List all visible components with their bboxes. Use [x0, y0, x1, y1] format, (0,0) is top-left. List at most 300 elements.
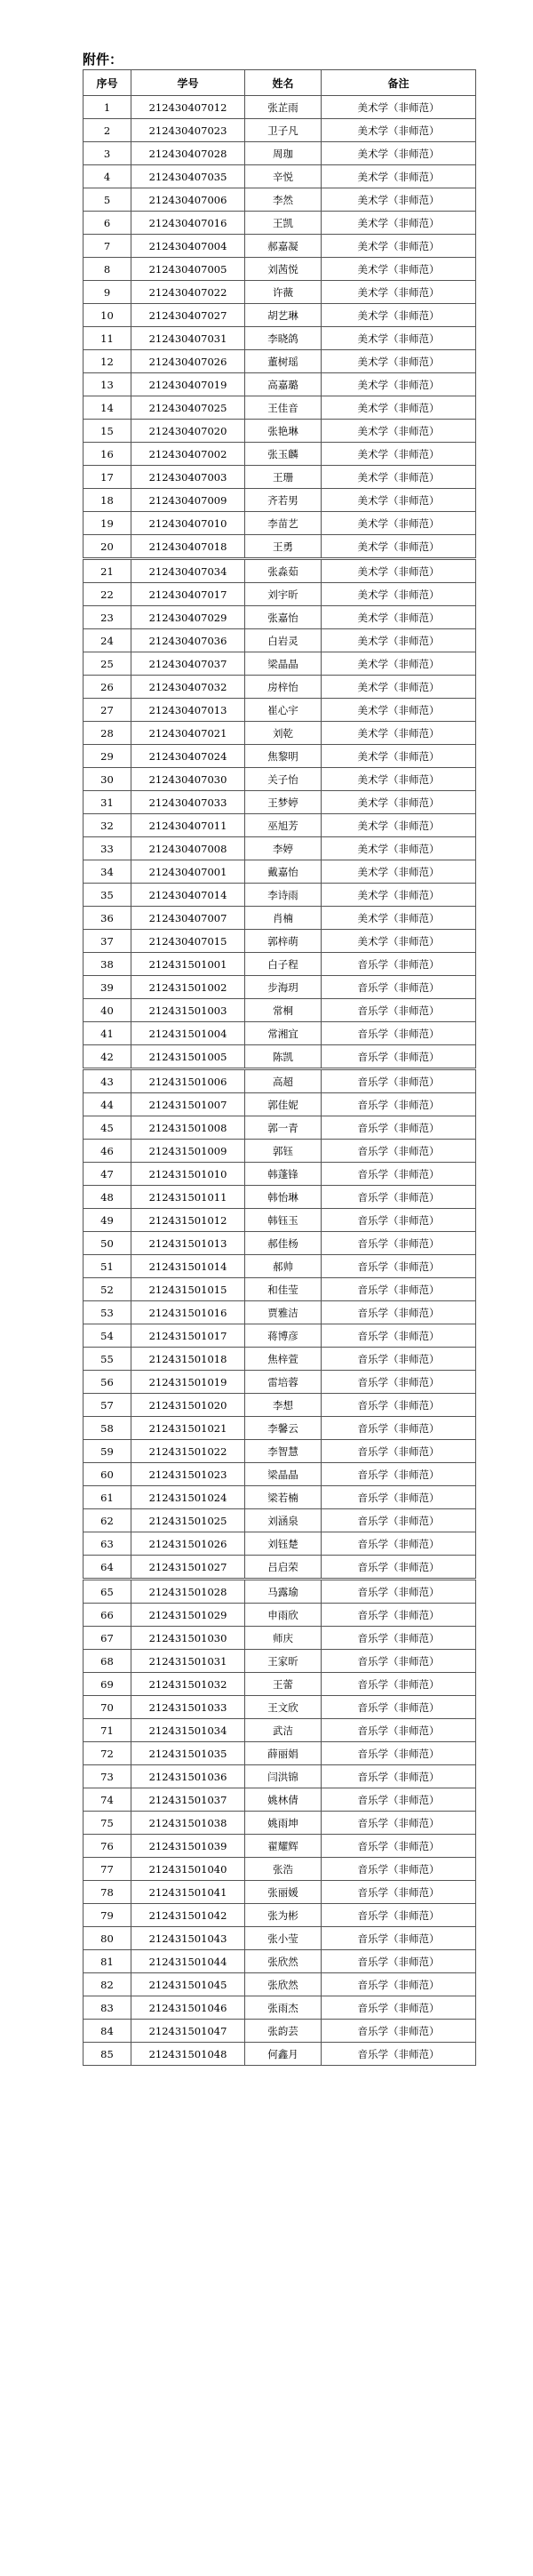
cell-remark: 音乐学（非师范）: [322, 1022, 476, 1045]
cell-name: 王家昕: [245, 1650, 322, 1673]
cell-index: 65: [84, 1580, 131, 1604]
cell-index: 59: [84, 1440, 131, 1463]
table-row: [84, 768, 476, 791]
cell-name: 房梓怡: [245, 676, 322, 699]
cell-remark: 美术学（非师范）: [322, 396, 476, 420]
cell-remark: 音乐学（非师范）: [322, 1996, 476, 2020]
cell-index: 14: [84, 396, 131, 420]
cell-student-id: 212430407006: [131, 188, 245, 212]
cell-name: 戴嘉怡: [245, 860, 322, 884]
table-row: [84, 512, 476, 535]
table-row: [84, 1348, 476, 1371]
cell-name: 郝帅: [245, 1255, 322, 1278]
cell-student-id: 212431501003: [131, 999, 245, 1022]
table-row: [84, 652, 476, 676]
cell-student-id: 212431501017: [131, 1324, 245, 1348]
cell-student-id: 212431501005: [131, 1045, 245, 1069]
cell-student-id: 212430407037: [131, 652, 245, 676]
student-list-table-container: [83, 69, 475, 2066]
cell-name: 王佳音: [245, 396, 322, 420]
cell-name: 翟耀辉: [245, 1835, 322, 1858]
cell-name: 刘钰楚: [245, 1532, 322, 1556]
cell-index: 58: [84, 1417, 131, 1440]
cell-remark: 美术学（非师范）: [322, 443, 476, 466]
cell-remark: 音乐学（非师范）: [322, 1881, 476, 1904]
cell-name: 常桐: [245, 999, 322, 1022]
cell-student-id: 212431501027: [131, 1556, 245, 1580]
cell-student-id: 212430407001: [131, 860, 245, 884]
cell-index: 83: [84, 1996, 131, 2020]
cell-student-id: 212430407016: [131, 212, 245, 235]
cell-name: 李诗雨: [245, 884, 322, 907]
table-row: [84, 791, 476, 814]
cell-name: 周珈: [245, 142, 322, 165]
cell-student-id: 212431501044: [131, 1950, 245, 1973]
table-row: [84, 281, 476, 304]
cell-index: 63: [84, 1532, 131, 1556]
table-row: [84, 559, 476, 583]
cell-name: 刘涵泉: [245, 1509, 322, 1532]
cell-name: 齐若男: [245, 489, 322, 512]
cell-name: 崔心宇: [245, 699, 322, 722]
cell-name: 张浩: [245, 1858, 322, 1881]
table-row: [84, 1278, 476, 1301]
cell-index: 8: [84, 258, 131, 281]
cell-remark: 音乐学（非师范）: [322, 1163, 476, 1186]
cell-student-id: 212430407034: [131, 559, 245, 583]
cell-remark: 音乐学（非师范）: [322, 1788, 476, 1812]
cell-name: 马露瑜: [245, 1580, 322, 1604]
cell-index: 53: [84, 1301, 131, 1324]
cell-student-id: 212431501024: [131, 1486, 245, 1509]
cell-remark: 音乐学（非师范）: [322, 1858, 476, 1881]
cell-student-id: 212430407030: [131, 768, 245, 791]
cell-student-id: 212430407024: [131, 745, 245, 768]
cell-remark: 音乐学（非师范）: [322, 1116, 476, 1140]
cell-index: 40: [84, 999, 131, 1022]
cell-remark: 音乐学（非师范）: [322, 1093, 476, 1116]
table-row: [84, 443, 476, 466]
cell-remark: 音乐学（非师范）: [322, 1580, 476, 1604]
cell-remark: 美术学（非师范）: [322, 466, 476, 489]
table-row: [84, 1765, 476, 1788]
table-row: [84, 583, 476, 606]
cell-name: 张艳琳: [245, 420, 322, 443]
cell-name: 李想: [245, 1394, 322, 1417]
table-row: [84, 1371, 476, 1394]
cell-remark: 美术学（非师范）: [322, 837, 476, 860]
table-row: [84, 1163, 476, 1186]
table-row: [84, 1045, 476, 1069]
cell-remark: 音乐学（非师范）: [322, 2020, 476, 2043]
cell-student-id: 212430407003: [131, 466, 245, 489]
cell-name: 李婷: [245, 837, 322, 860]
cell-remark: 美术学（非师范）: [322, 860, 476, 884]
cell-student-id: 212430407009: [131, 489, 245, 512]
cell-index: 34: [84, 860, 131, 884]
cell-index: 44: [84, 1093, 131, 1116]
cell-name: 王文欣: [245, 1696, 322, 1719]
table-row: [84, 1858, 476, 1881]
cell-index: 43: [84, 1069, 131, 1093]
cell-name: 焦黎明: [245, 745, 322, 768]
table-body: [84, 96, 476, 2066]
cell-index: 74: [84, 1788, 131, 1812]
cell-index: 33: [84, 837, 131, 860]
cell-student-id: 212431501035: [131, 1742, 245, 1765]
cell-index: 22: [84, 583, 131, 606]
cell-remark: 音乐学（非师范）: [322, 1301, 476, 1324]
cell-index: 2: [84, 119, 131, 142]
cell-student-id: 212431501002: [131, 976, 245, 999]
cell-remark: 音乐学（非师范）: [322, 953, 476, 976]
cell-remark: 音乐学（非师范）: [322, 999, 476, 1022]
cell-name: 王凯: [245, 212, 322, 235]
cell-name: 张芷雨: [245, 96, 322, 119]
cell-student-id: 212431501018: [131, 1348, 245, 1371]
table-row: [84, 258, 476, 281]
cell-index: 60: [84, 1463, 131, 1486]
header-index: 序号: [84, 70, 131, 96]
table-row: [84, 1580, 476, 1604]
cell-name: 常湘宜: [245, 1022, 322, 1045]
cell-index: 29: [84, 745, 131, 768]
cell-remark: 音乐学（非师范）: [322, 1186, 476, 1209]
cell-remark: 音乐学（非师范）: [322, 1371, 476, 1394]
cell-remark: 美术学（非师范）: [322, 907, 476, 930]
cell-index: 26: [84, 676, 131, 699]
cell-index: 71: [84, 1719, 131, 1742]
table-row: [84, 2020, 476, 2043]
cell-remark: 美术学（非师范）: [322, 350, 476, 373]
table-row: [84, 676, 476, 699]
cell-student-id: 212431501047: [131, 2020, 245, 2043]
cell-remark: 美术学（非师范）: [322, 304, 476, 327]
cell-student-id: 212430407032: [131, 676, 245, 699]
table-row: [84, 1440, 476, 1463]
table-row: [84, 722, 476, 745]
cell-student-id: 212431501015: [131, 1278, 245, 1301]
table-row: [84, 837, 476, 860]
cell-remark: 音乐学（非师范）: [322, 1719, 476, 1742]
cell-index: 9: [84, 281, 131, 304]
student-list-table: [83, 69, 476, 2066]
cell-name: 许薇: [245, 281, 322, 304]
cell-index: 46: [84, 1140, 131, 1163]
cell-student-id: 212431501007: [131, 1093, 245, 1116]
cell-name: 韩蓬锋: [245, 1163, 322, 1186]
table-row: [84, 1881, 476, 1904]
cell-student-id: 212431501020: [131, 1394, 245, 1417]
table-row: [84, 1788, 476, 1812]
table-row: [84, 1486, 476, 1509]
cell-name: 李智慧: [245, 1440, 322, 1463]
cell-index: 20: [84, 535, 131, 559]
table-row: [84, 489, 476, 512]
cell-index: 47: [84, 1163, 131, 1186]
cell-student-id: 212430407027: [131, 304, 245, 327]
cell-remark: 音乐学（非师范）: [322, 2043, 476, 2066]
cell-student-id: 212431501048: [131, 2043, 245, 2066]
cell-student-id: 212431501014: [131, 1255, 245, 1278]
cell-remark: 美术学（非师范）: [322, 119, 476, 142]
cell-index: 56: [84, 1371, 131, 1394]
cell-student-id: 212430407018: [131, 535, 245, 559]
table-row: [84, 212, 476, 235]
cell-remark: 美术学（非师范）: [322, 96, 476, 119]
cell-name: 李馨云: [245, 1417, 322, 1440]
cell-name: 王勇: [245, 535, 322, 559]
cell-name: 白子程: [245, 953, 322, 976]
cell-index: 85: [84, 2043, 131, 2066]
cell-index: 15: [84, 420, 131, 443]
table-row: [84, 606, 476, 629]
cell-remark: 音乐学（非师范）: [322, 1604, 476, 1627]
table-row: [84, 188, 476, 212]
cell-remark: 音乐学（非师范）: [322, 1673, 476, 1696]
cell-student-id: 212431501045: [131, 1973, 245, 1996]
cell-name: 李然: [245, 188, 322, 212]
cell-index: 5: [84, 188, 131, 212]
cell-remark: 音乐学（非师范）: [322, 1209, 476, 1232]
table-header-row: [84, 70, 476, 96]
cell-student-id: 212431501010: [131, 1163, 245, 1186]
cell-remark: 音乐学（非师范）: [322, 1255, 476, 1278]
cell-student-id: 212431501036: [131, 1765, 245, 1788]
cell-index: 16: [84, 443, 131, 466]
table-row: [84, 1812, 476, 1835]
header-name: 姓名: [245, 70, 322, 96]
cell-name: 师庆: [245, 1627, 322, 1650]
cell-name: 吕启荣: [245, 1556, 322, 1580]
cell-remark: 音乐学（非师范）: [322, 1440, 476, 1463]
cell-student-id: 212430407035: [131, 165, 245, 188]
cell-index: 72: [84, 1742, 131, 1765]
cell-student-id: 212431501037: [131, 1788, 245, 1812]
cell-name: 贾雅洁: [245, 1301, 322, 1324]
cell-remark: 音乐学（非师范）: [322, 1556, 476, 1580]
table-row: [84, 1093, 476, 1116]
table-row: [84, 1927, 476, 1950]
cell-index: 66: [84, 1604, 131, 1627]
cell-name: 辛悦: [245, 165, 322, 188]
table-row: [84, 1394, 476, 1417]
cell-index: 80: [84, 1927, 131, 1950]
table-row: [84, 304, 476, 327]
table-row: [84, 1556, 476, 1580]
cell-index: 62: [84, 1509, 131, 1532]
cell-index: 61: [84, 1486, 131, 1509]
cell-index: 49: [84, 1209, 131, 1232]
cell-remark: 美术学（非师范）: [322, 188, 476, 212]
cell-remark: 美术学（非师范）: [322, 791, 476, 814]
cell-student-id: 212430407033: [131, 791, 245, 814]
table-row: [84, 1673, 476, 1696]
cell-index: 69: [84, 1673, 131, 1696]
cell-student-id: 212430407011: [131, 814, 245, 837]
cell-student-id: 212430407012: [131, 96, 245, 119]
cell-remark: 美术学（非师范）: [322, 281, 476, 304]
cell-student-id: 212431501011: [131, 1186, 245, 1209]
cell-student-id: 212431501028: [131, 1580, 245, 1604]
cell-student-id: 212431501004: [131, 1022, 245, 1045]
cell-index: 27: [84, 699, 131, 722]
cell-index: 76: [84, 1835, 131, 1858]
cell-index: 75: [84, 1812, 131, 1835]
cell-remark: 音乐学（非师范）: [322, 1232, 476, 1255]
cell-remark: 音乐学（非师范）: [322, 1627, 476, 1650]
table-row: [84, 350, 476, 373]
cell-index: 31: [84, 791, 131, 814]
cell-remark: 美术学（非师范）: [322, 212, 476, 235]
table-row: [84, 1950, 476, 1973]
cell-remark: 音乐学（非师范）: [322, 1324, 476, 1348]
cell-remark: 音乐学（非师范）: [322, 1532, 476, 1556]
cell-remark: 美术学（非师范）: [322, 629, 476, 652]
cell-index: 13: [84, 373, 131, 396]
cell-name: 刘乾: [245, 722, 322, 745]
table-row: [84, 1719, 476, 1742]
table-row: [84, 1324, 476, 1348]
cell-student-id: 212430407010: [131, 512, 245, 535]
cell-remark: 音乐学（非师范）: [322, 1927, 476, 1950]
cell-student-id: 212431501046: [131, 1996, 245, 2020]
cell-index: 81: [84, 1950, 131, 1973]
cell-student-id: 212430407017: [131, 583, 245, 606]
table-row: [84, 745, 476, 768]
cell-index: 7: [84, 235, 131, 258]
table-row: [84, 1835, 476, 1858]
cell-remark: 美术学（非师范）: [322, 745, 476, 768]
table-row: [84, 420, 476, 443]
table-row: [84, 1255, 476, 1278]
cell-remark: 音乐学（非师范）: [322, 1140, 476, 1163]
cell-name: 郭佳妮: [245, 1093, 322, 1116]
cell-remark: 音乐学（非师范）: [322, 1417, 476, 1440]
cell-remark: 音乐学（非师范）: [322, 1486, 476, 1509]
cell-index: 25: [84, 652, 131, 676]
cell-remark: 音乐学（非师范）: [322, 1463, 476, 1486]
cell-remark: 美术学（非师范）: [322, 235, 476, 258]
cell-student-id: 212431501016: [131, 1301, 245, 1324]
table-row: [84, 2043, 476, 2066]
cell-index: 70: [84, 1696, 131, 1719]
cell-name: 梁晶晶: [245, 652, 322, 676]
table-row: [84, 976, 476, 999]
cell-index: 42: [84, 1045, 131, 1069]
table-row: [84, 165, 476, 188]
cell-name: 梁若楠: [245, 1486, 322, 1509]
cell-index: 11: [84, 327, 131, 350]
table-row: [84, 396, 476, 420]
cell-name: 梁晶晶: [245, 1463, 322, 1486]
table-row: [84, 1186, 476, 1209]
cell-index: 35: [84, 884, 131, 907]
cell-remark: 音乐学（非师范）: [322, 1394, 476, 1417]
table-row: [84, 373, 476, 396]
cell-name: 张欣然: [245, 1973, 322, 1996]
cell-student-id: 212431501043: [131, 1927, 245, 1950]
table-row: [84, 629, 476, 652]
cell-remark: 美术学（非师范）: [322, 373, 476, 396]
cell-index: 48: [84, 1186, 131, 1209]
cell-name: 张小莹: [245, 1927, 322, 1950]
cell-index: 32: [84, 814, 131, 837]
cell-remark: 音乐学（非师范）: [322, 1904, 476, 1927]
cell-index: 12: [84, 350, 131, 373]
table-row: [84, 1463, 476, 1486]
cell-remark: 美术学（非师范）: [322, 420, 476, 443]
table-row: [84, 953, 476, 976]
cell-remark: 美术学（非师范）: [322, 142, 476, 165]
table-row: [84, 1116, 476, 1140]
cell-index: 19: [84, 512, 131, 535]
table-row: [84, 142, 476, 165]
cell-name: 张嘉怡: [245, 606, 322, 629]
table-row: [84, 327, 476, 350]
table-row: [84, 1069, 476, 1093]
cell-index: 51: [84, 1255, 131, 1278]
cell-student-id: 212430407025: [131, 396, 245, 420]
cell-student-id: 212431501023: [131, 1463, 245, 1486]
cell-remark: 美术学（非师范）: [322, 930, 476, 953]
table-row: [84, 1509, 476, 1532]
cell-remark: 音乐学（非师范）: [322, 1348, 476, 1371]
cell-student-id: 212430407028: [131, 142, 245, 165]
table-row: [84, 999, 476, 1022]
cell-remark: 音乐学（非师范）: [322, 1278, 476, 1301]
cell-name: 高超: [245, 1069, 322, 1093]
table-row: [84, 535, 476, 559]
cell-remark: 美术学（非师范）: [322, 699, 476, 722]
cell-name: 韩钰玉: [245, 1209, 322, 1232]
table-row: [84, 1140, 476, 1163]
table-row: [84, 1904, 476, 1927]
table-row: [84, 1650, 476, 1673]
table-row: [84, 1022, 476, 1045]
cell-index: 36: [84, 907, 131, 930]
cell-name: 郭钰: [245, 1140, 322, 1163]
cell-name: 李晓鸽: [245, 327, 322, 350]
cell-remark: 美术学（非师范）: [322, 512, 476, 535]
cell-name: 卫子凡: [245, 119, 322, 142]
cell-index: 10: [84, 304, 131, 327]
cell-remark: 音乐学（非师范）: [322, 1950, 476, 1973]
cell-student-id: 212431501029: [131, 1604, 245, 1627]
cell-remark: 音乐学（非师范）: [322, 1650, 476, 1673]
cell-remark: 美术学（非师范）: [322, 814, 476, 837]
cell-student-id: 212431501041: [131, 1881, 245, 1904]
cell-name: 高嘉璐: [245, 373, 322, 396]
cell-remark: 音乐学（非师范）: [322, 1742, 476, 1765]
cell-student-id: 212430407031: [131, 327, 245, 350]
cell-remark: 音乐学（非师范）: [322, 1509, 476, 1532]
cell-name: 郭一青: [245, 1116, 322, 1140]
cell-student-id: 212431501034: [131, 1719, 245, 1742]
cell-index: 17: [84, 466, 131, 489]
table-row: [84, 1417, 476, 1440]
cell-index: 77: [84, 1858, 131, 1881]
cell-name: 刘茜悦: [245, 258, 322, 281]
cell-student-id: 212431501019: [131, 1371, 245, 1394]
cell-student-id: 212430407036: [131, 629, 245, 652]
cell-student-id: 212431501008: [131, 1116, 245, 1140]
cell-name: 王梦婷: [245, 791, 322, 814]
cell-name: 张为彬: [245, 1904, 322, 1927]
cell-index: 84: [84, 2020, 131, 2043]
cell-remark: 美术学（非师范）: [322, 884, 476, 907]
cell-index: 68: [84, 1650, 131, 1673]
